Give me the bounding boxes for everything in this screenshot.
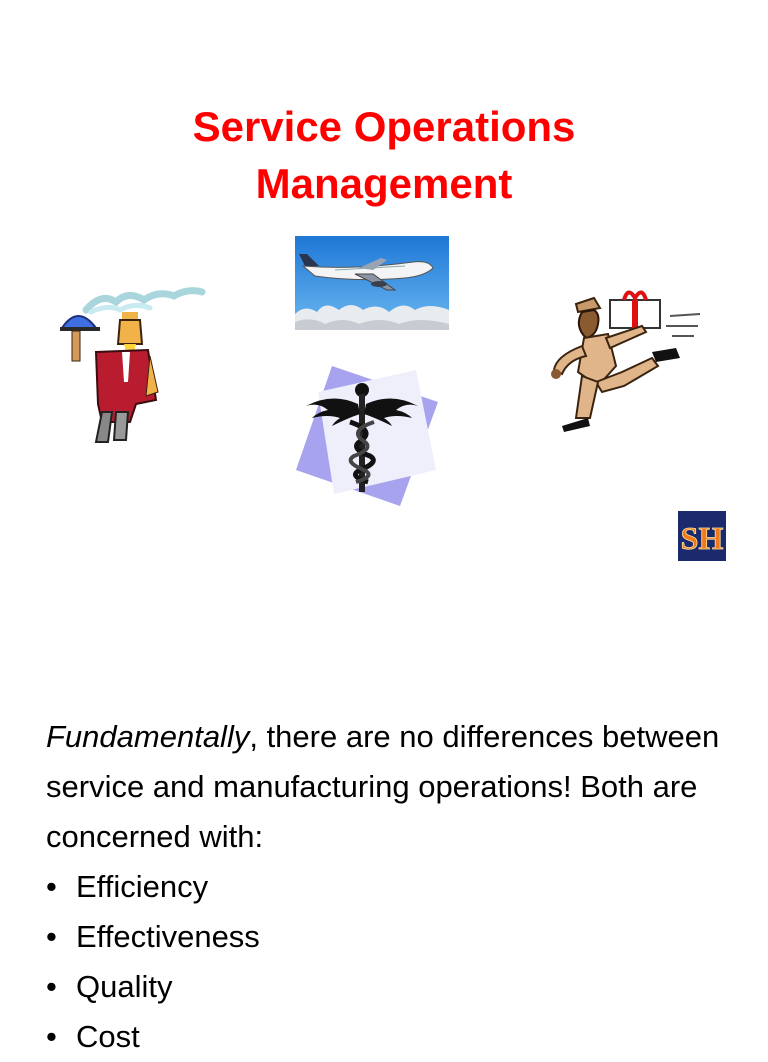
bullet-dot: • <box>46 1019 57 1054</box>
bullet-item <box>46 962 746 1012</box>
bullet-dot: • <box>46 869 57 904</box>
bullet-text: Cost <box>76 1019 140 1054</box>
intro-text: , there are no differences between service and manufacturing operations! Both are concerned with: <box>46 719 720 854</box>
sh-logo-icon <box>678 511 726 561</box>
bullet-item <box>46 912 746 962</box>
waiter-icon <box>56 282 206 444</box>
intro-emphasis: Fundamentally <box>46 719 250 754</box>
bullet-text: Efficiency <box>76 869 209 904</box>
bullet-text: Effectiveness <box>76 919 260 954</box>
delivery-courier-icon <box>548 286 708 436</box>
title-line-2: Management <box>255 160 513 207</box>
title-line-1: Service Operations <box>192 103 576 150</box>
bullet-dot: • <box>46 969 57 1004</box>
slide-body <box>46 712 746 1062</box>
bullet-item <box>46 1012 746 1062</box>
bullet-item <box>46 862 746 912</box>
bullet-dot: • <box>46 919 57 954</box>
slide-title <box>0 98 768 212</box>
logo-text: SH <box>680 520 724 556</box>
caduceus-icon <box>288 352 444 512</box>
bullet-list <box>46 862 746 1062</box>
bullet-text: Quality <box>76 969 173 1004</box>
intro-paragraph <box>46 712 746 862</box>
airplane-icon <box>295 236 449 330</box>
